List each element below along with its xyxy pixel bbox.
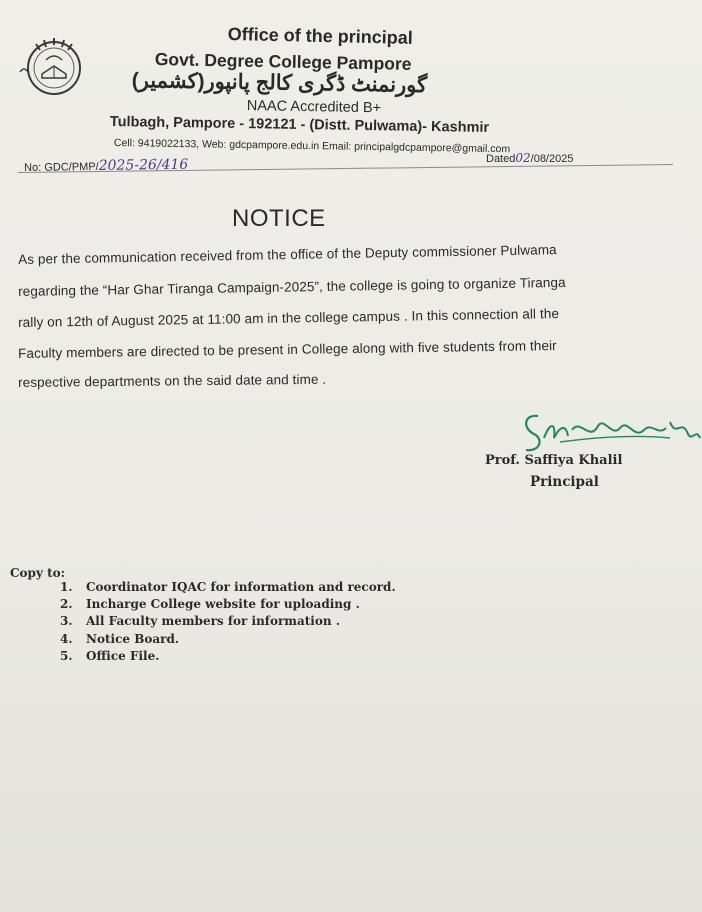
notice-title: NOTICE bbox=[232, 205, 326, 232]
copy-to-list bbox=[60, 579, 396, 665]
copy-to-label: Copy to: bbox=[10, 566, 66, 580]
list-item: 5. Office File. bbox=[60, 648, 160, 663]
date-line bbox=[486, 151, 573, 165]
accreditation: NAAC Accredited B+ bbox=[246, 98, 382, 117]
college-address: Tulbagh, Pampore - 192121 - (Distt. Pulwama)- Kashmir bbox=[109, 114, 490, 136]
college-name-urdu: گورنمنٹ ڈگری کالج پانپور(کشمیر) bbox=[131, 68, 428, 98]
list-item: 1. Coordinator IQAC for information and record. bbox=[60, 580, 396, 594]
dated-rest: /08/2025 bbox=[530, 153, 574, 165]
notice-line: regarding the “Har Ghar Tiranga Campaign-2025”, the college is going to organize Tiranga bbox=[18, 274, 566, 299]
list-item: 4. Notice Board. bbox=[60, 631, 180, 646]
contact-line: Cell: 9419022133, Web: gdcpampore.edu.in Email: principalgdcpampore@gmail.com bbox=[113, 137, 511, 156]
notice-line: As per the communication received from the office of the Deputy commissioner Pulwama bbox=[18, 242, 557, 267]
college-logo bbox=[16, 30, 92, 105]
principal-name: Prof. Saffiya Khalil bbox=[485, 453, 623, 468]
notice-line: rally on 12th of August 2025 at 11:00 am in the college campus . In this connection all the bbox=[18, 306, 560, 330]
principal-title: Principal bbox=[530, 474, 599, 490]
dated-label: Dated bbox=[486, 153, 516, 165]
list-item: 2. Incharge College website for uploading . bbox=[60, 597, 360, 612]
college-name: Govt. Degree College Pampore bbox=[154, 49, 412, 74]
reference-label: No: GDC/PMP/ bbox=[24, 160, 99, 174]
dated-day: 02 bbox=[515, 151, 531, 165]
notice-line: respective departments on the said date and time . bbox=[18, 371, 327, 390]
notice-line: Faculty members are directed to be present in College along with five students from their bbox=[18, 338, 557, 361]
office-line: Office of the principal bbox=[227, 24, 413, 48]
reference-handwritten: 2025-26/416 bbox=[98, 156, 189, 174]
list-item: 3. All Faculty members for information . bbox=[60, 614, 340, 629]
